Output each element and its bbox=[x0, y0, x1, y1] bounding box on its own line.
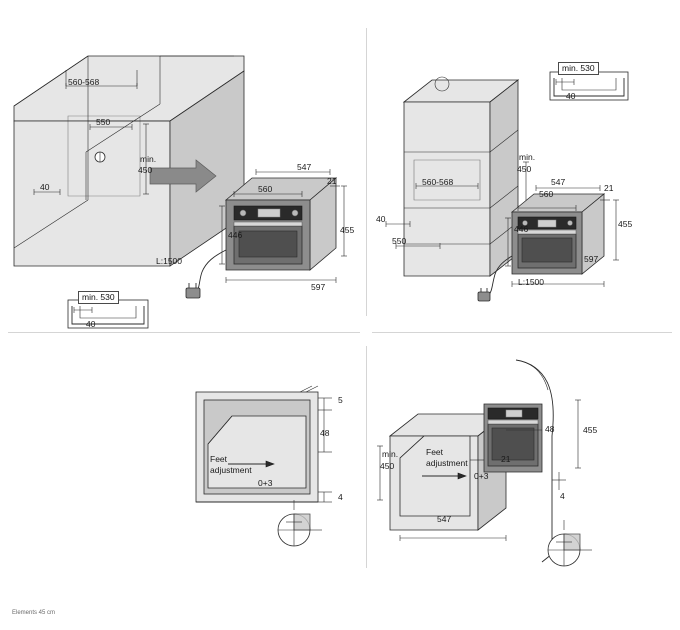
br-door-offset: 21 bbox=[501, 454, 511, 464]
br-outer-height: 455 bbox=[583, 425, 598, 435]
tr-label-oven-depth: 547 bbox=[551, 177, 566, 187]
bl-foot-height: 48 bbox=[320, 428, 330, 438]
separator-horizontal-right bbox=[372, 332, 672, 333]
bl-feet-label-2: adjustment bbox=[210, 465, 252, 475]
tr-label-min: min. bbox=[519, 152, 536, 162]
tl-label-cord: L:1500 bbox=[156, 256, 182, 266]
br-range-label: 0+3 bbox=[474, 471, 489, 481]
br-foot-height: 48 bbox=[545, 424, 555, 434]
br-label-min-value: 450 bbox=[380, 461, 395, 471]
footnote: Elements 45 cm bbox=[12, 610, 56, 616]
tr-label-door-offset: 21 bbox=[604, 183, 614, 193]
tr-label-oven-outer-height: 455 bbox=[618, 219, 633, 229]
tr-label-side-gap: 40 bbox=[376, 214, 386, 224]
tr-label-oven-front-width: 560 bbox=[539, 189, 554, 199]
tl-label-cabinet-width: 560-568 bbox=[68, 77, 100, 87]
bottom-right-drawing bbox=[366, 340, 680, 602]
bl-bottom-gap: 4 bbox=[338, 492, 343, 502]
tl-label-oven-height: 446 bbox=[228, 230, 243, 240]
bl-range-label: 0+3 bbox=[258, 478, 273, 488]
br-feet-label-2: adjustment bbox=[426, 458, 468, 468]
bottom-left-drawing bbox=[0, 340, 360, 602]
br-label-min: min. bbox=[382, 449, 399, 459]
bl-feet-label-1: Feet bbox=[210, 454, 228, 464]
tl-niche-note-title: min. 530 bbox=[78, 291, 119, 304]
tl-label-oven-depth: 547 bbox=[297, 162, 312, 172]
tr-label-oven-height: 446 bbox=[514, 224, 529, 234]
tl-label-door-offset: 21 bbox=[327, 176, 337, 186]
tl-label-oven-front-width: 560 bbox=[258, 184, 273, 194]
br-bottom-gap: 4 bbox=[560, 491, 565, 501]
tl-label-min-value: 450 bbox=[138, 165, 153, 175]
tl-label-min: min. bbox=[140, 154, 157, 164]
tl-niche-note-value: 40 bbox=[86, 319, 96, 329]
br-feet-label-1: Feet bbox=[426, 447, 444, 457]
tr-label-cord: L:1500 bbox=[518, 277, 544, 287]
tr-label-oven-outer-width: 597 bbox=[584, 254, 599, 264]
tl-label-oven-outer-height: 455 bbox=[340, 225, 355, 235]
tr-niche-note-title: min. 530 bbox=[558, 62, 599, 75]
tr-label-min-value: 450 bbox=[517, 164, 532, 174]
tr-label-cabinet-depth: 550 bbox=[392, 236, 407, 246]
tl-label-cabinet-depth: 550 bbox=[96, 117, 111, 127]
tr-label-cabinet-width: 560-568 bbox=[422, 177, 454, 187]
tl-label-side-gap: 40 bbox=[40, 182, 50, 192]
bl-top-gap: 5 bbox=[338, 395, 343, 405]
br-depth: 547 bbox=[437, 514, 452, 524]
separator-horizontal-left bbox=[8, 332, 360, 333]
tr-niche-note-value: 40 bbox=[566, 91, 576, 101]
tl-label-oven-outer-width: 597 bbox=[311, 282, 326, 292]
